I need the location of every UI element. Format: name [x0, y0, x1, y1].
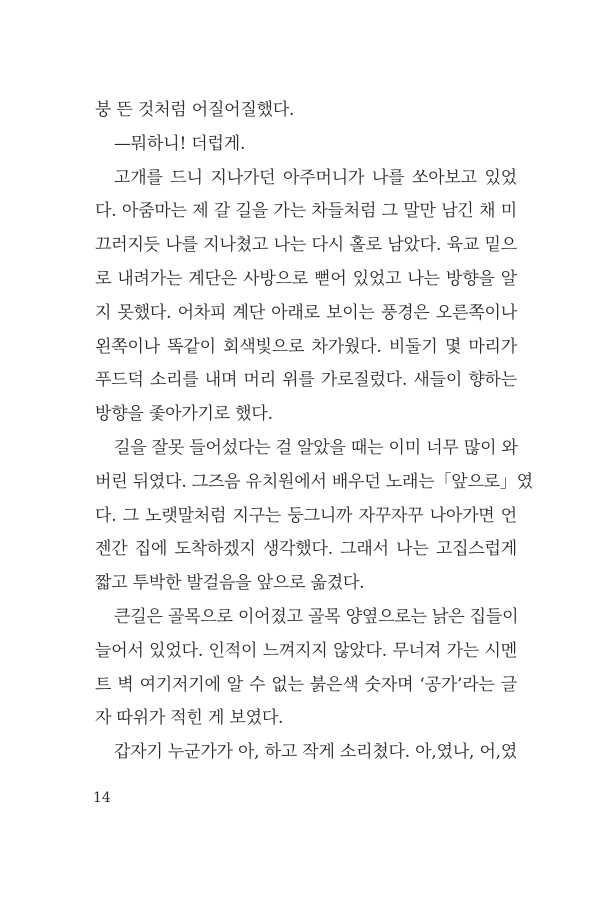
text-line: 젠간 집에 도착하겠지 생각했다. 그래서 나는 고집스럽게: [95, 539, 517, 560]
text-line: 왼쪽이나 똑같이 회색빛으로 차가웠다. 비둘기 몇 마리가: [95, 336, 517, 357]
text-line-last: 갑자기 누군가가 아, 하고 작게 소리쳤다. 아,였나, 어,였: [114, 742, 518, 763]
text-line: —뭐하니! 더럽게.: [114, 133, 246, 154]
text-line: 늘어서 있었다. 인적이 느껴지지 않았다. 무너져 가는 시멘: [95, 640, 517, 661]
text-line: 푸드덕 소리를 내며 머리 위를 가로질렀다. 새들이 향하는: [95, 370, 517, 391]
text-line: 버린 뒤였다. 그즈음 유치원에서 배우던 노래는「앞으로」였: [95, 471, 533, 492]
text-line: 다. 아줌마는 제 갈 길을 가는 차들처럼 그 말만 남긴 채 미: [95, 201, 517, 222]
text-line: 트 벽 여기저기에 알 수 없는 붉은색 숫자며 ‘공가’라는 글: [95, 674, 517, 695]
text-line: 큰길은 골목으로 이어졌고 골목 양옆으로는 낡은 집들이: [114, 607, 519, 627]
text-line: 방향을 좇아가기로 했다.: [95, 404, 273, 425]
text-line: 붕 뜬 것처럼 어질어질했다.: [95, 100, 295, 120]
text-line: 로 내려가는 계단은 사방으로 뻗어 있었고 나는 방향을 알: [95, 269, 517, 289]
text-line: 고개를 드니 지나가던 아주머니가 나를 쏘아보고 있었: [114, 167, 517, 188]
text-line: 끄러지듯 나를 지나쳤고 나는 다시 홀로 남았다. 육교 밑으: [95, 235, 517, 256]
text-line: 짧고 투박한 발걸음을 앞으로 옮겼다.: [95, 573, 365, 594]
text-line: 길을 잘못 들어섰다는 걸 알았을 때는 이미 너무 많이 와: [114, 438, 518, 458]
page-number: 14: [93, 790, 111, 806]
text-line: 지 못했다. 어차피 계단 아래로 보이는 풍경은 오른쪽이나: [95, 302, 517, 323]
text-line: 자 따위가 적힌 게 보였다.: [95, 708, 284, 729]
text-line: 다. 그 노랫말처럼 지구는 둥그니까 자꾸자꾸 나아가면 언: [95, 505, 517, 526]
